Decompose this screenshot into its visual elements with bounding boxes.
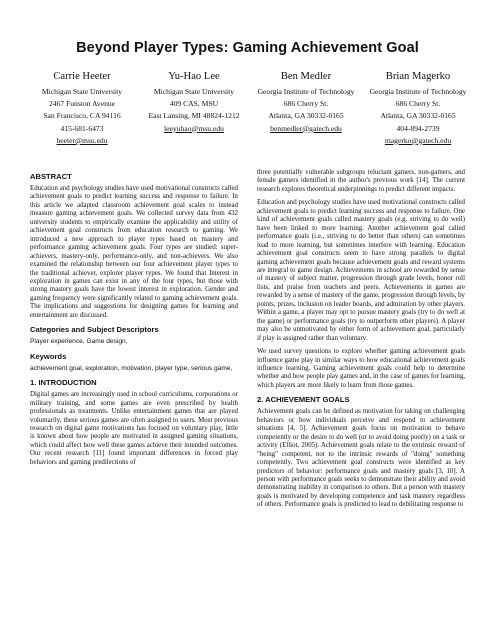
author-phone: 404-894-2739 [396,123,440,133]
author-email-link[interactable]: magerko@gatech.edu [384,135,452,145]
author-block [30,70,470,170]
author-email-link[interactable]: heeter@msu.edu [56,135,108,145]
categories-text: Player experience, Game design, [30,338,128,346]
author-affiliation: Georgia Institute of Technology [257,87,355,96]
author-name: Carrie Heeter [53,71,111,82]
author-address: 409 CAS, MSU [169,99,219,109]
left-column [30,172,238,472]
author-city: Atlanta, GA 30332-0165 [268,111,344,121]
author-1 [30,70,134,146]
author-phone: 415-681-6473 [60,123,104,133]
author-affiliation: Michigan State University [41,87,123,96]
author-2 [142,70,246,134]
introduction-heading: 1. INTRODUCTION [30,378,97,388]
author-city: San Francisco, CA 94116 [43,111,121,121]
introduction-text: Digital games are increasingly used in school curriculums, corporations or military training, and some games are even prescribed by health professionals as treatments. Unlike entertainment games that are played voluntarily, these serious games are often assigned to users. Most previous research on digital game motivations has focused on voluntary play, little is known about how people are motivated in assigned gaming situations, which could affect how well these games achieve their intended outcomes. Our recent research [11] found important differences in forced play behaviors and gaming predilections of [30,391,238,466]
author-address: 686 Cherry St. [395,99,441,109]
author-name: Brian Magerko [385,71,451,82]
author-name: Ben Medler [280,71,332,82]
survey-paragraph: We used survey questions to explore whether gaming achievement goals influence game play in similar ways to how educational achievement goals influence learning. Gaming achievement goals could help to determine whether and how people play games and, in the case of games for learning, which players are more likely to learn from those games. [257,348,465,389]
section2-heading: 2. ACHIEVEMENT GOALS [257,395,350,405]
achievement-goals-paragraph: Education and psychology studies have used motivational constructs called achievement goals to predict learning success and response to failure. One kind of achievement goals called mastery goals (e.g. striving to do well) have been linked to more learning. Another achievement goal called performance goals (i.e., striving to do better than others) can sometimes lead to more learning, but sometimes interfere with learning. Education achievement goal constructs seem to have strong parallels to digital gaming achievement goals because achievement goals and reward systems are integral to game design. Achievements in school are rewarded by sense of mastery of subject matter, progression through grade levels, honor roll lists, and praise from teachers and peers. Achievements in games are rewarded by a sense of mastery of the game, progression through levels, by points, prizes, inclusion on leader boards, and admiration by other players. Within a game, a player may opt to pursue mastery goals (try to do well at the game) or performance goals (try to outperform other players). A player may also be unmotivated by either form of achievement goal, particularly if play is assigned rather than voluntary. [257,199,465,342]
author-affiliation: Georgia Institute of Technology [369,87,467,96]
categories-heading: Categories and Subject Descriptors [30,325,159,335]
abstract-text: Education and psychology studies have used motivational constructs called achievement goals to predict learning success and response to failure. In this article we adapted classroom achievement goal scales to instead measure gaming achievement goals. We collected survey data from 432 university students to empirically examine the applicability and utility of achievement goal constructs from education research to gaming. We introduced a new approach to player types based on mastery and performance gaming achievement goals. Four types are studied: super-achievers, mastery-only, performance-only, and non-achievers. We also examined the relationship between our four achievement player types to the traditional achiever, explorer player types. We found that Interest in exploration in games can exist in any of the four types, but those with strong mastery goals have the lowest interest in exploration. Gender and gaming frequency were significantly related to gaming achievement goals. The implications and suggestions for designing games for learning and entertainment are discussed. [30,185,238,319]
author-name: Yu-Hao Lee [168,71,220,82]
keywords-text: achievement goal, exploration, motivation, player type, serious game, [30,364,233,372]
author-4 [366,70,470,146]
paper-title: Beyond Player Types: Gaming Achievement Goal [76,40,419,56]
author-affiliation: Michigan State University [153,87,235,96]
right-column [257,169,465,515]
section2-text: Achievement goals can be defined as motivation for taking on challenging behaviors or how individuals perceive and respond to achievement situations [4, 5]. Achievement goals focus on motivation to behave competently or the desire to do well (or to avoid doing poorly) on a task or activity (Elliot, 2005). Achievement goals relate to the extrinsic reward of "being" competent, not to the intrinsic rewards of "doing" something competently. Two achievement goal constructs were identified as key predictors of behavior: performance goals and mastery goals [3, 10]. A person with performance goals seeks to demonstrate their ability and avoid demonstrating inability in comparison to others. But a person with mastery goals is motivated by developing competence and task mastery regardless of others. Performance goals is predicted to lead to debilitating response to [257,408,465,509]
author-email-link[interactable]: benmedler@gatech.edu [270,123,342,133]
keywords-heading: Keywords [30,351,67,361]
author-email-link[interactable]: leeyuhao@msu.edu [164,123,224,133]
author-city: East Lansing, MI 48824-1212 [148,111,240,121]
author-address: 686 Cherry St. [283,99,329,109]
abstract-heading: ABSTRACT [30,172,72,181]
author-address: 2467 Funston Avenue [48,99,116,109]
author-3 [254,70,358,134]
author-city: Atlanta, GA 30332-0165 [380,111,456,121]
intro-continued-paragraph: three potentially vulnerable subgroups reluctant gamers, non-gamers, and female gamers identified in the author's previous work [14]. The current research explores theoretical underpinnings to predict different impacts. [257,169,465,193]
